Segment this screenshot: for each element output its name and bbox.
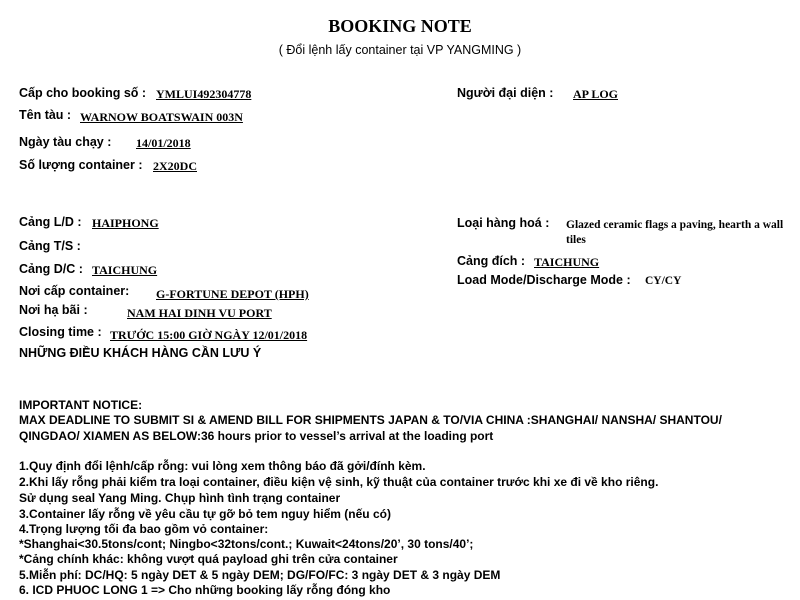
vessel-value: WARNOW BOATSWAIN 003N	[80, 110, 243, 124]
return-value: NAM HAI DINH VU PORT	[127, 306, 272, 320]
rule-item: 5.Miễn phí: DC/HQ: 5 ngày DET & 5 ngày DEM; DG/FO/FC: 3 ngày DET & 3 ngày DEM	[19, 568, 501, 582]
vessel-label: Tên tàu :	[19, 108, 72, 122]
pol-value: HAIPHONG	[92, 216, 159, 230]
etd-label: Ngày tàu chạy :	[19, 135, 112, 149]
commodity-value: Glazed ceramic flags a paving, hearth a wall	[566, 219, 784, 231]
commodity-label: Loại hàng hoá :	[457, 216, 550, 230]
closing-label: Closing time :	[19, 325, 102, 339]
destination-label: Cảng đích :	[457, 254, 526, 268]
pol-label: Cảng L/D :	[19, 215, 82, 229]
representative-value: AP LOG	[573, 87, 619, 101]
mode-label: Load Mode/Discharge Mode :	[457, 273, 631, 287]
destination-value: TAICHUNG	[534, 255, 600, 269]
booking-no-value: YMLUI492304778	[156, 87, 252, 101]
booking-no-label: Cấp cho booking số :	[19, 86, 147, 100]
notes-heading: NHỮNG ĐIỀU KHÁCH HÀNG CẦN LƯU Ý	[19, 346, 262, 360]
pod-label: Cảng D/C :	[19, 262, 83, 276]
notice-heading: IMPORTANT NOTICE:	[19, 398, 143, 412]
page-title: BOOKING NOTE	[328, 16, 472, 36]
page-subtitle: ( Đổi lệnh lấy container tại VP YANGMING )	[278, 43, 522, 57]
rule-item: *Cảng chính khác: không vượt quá payload ghi trên cửa container	[19, 552, 398, 566]
rule-item: 4.Trọng lượng tối đa bao gồm vỏ container:	[19, 522, 269, 536]
closing-value: TRƯỚC 15:00 GIỜ NGÀY 12/01/2018	[110, 328, 308, 342]
commodity-value-cont: tiles	[566, 234, 586, 246]
pod-value: TAICHUNG	[92, 263, 158, 277]
ts-label: Cảng T/S :	[19, 239, 81, 253]
representative-label: Người đại diện :	[457, 86, 554, 100]
rule-item: *Shanghai<30.5tons/cont; Ningbo<32tons/cont.; Kuwait<24tons/20’, 30 tons/40’;	[19, 537, 474, 551]
rule-item: 1.Quy định đổi lệnh/cấp rỗng: vui lòng xem thông báo đã gởi/đính kèm.	[19, 459, 426, 473]
rule-item: 6. ICD PHUOC LONG 1 => Cho những booking lấy rỗng đóng kho	[19, 583, 391, 597]
container-qty-label: Số lượng container :	[19, 158, 143, 172]
rule-item: Sử dụng seal Yang Ming. Chụp hình tình trạng container	[19, 491, 341, 505]
container-qty-value: 2X20DC	[153, 159, 197, 173]
return-label: Nơi hạ bãi :	[19, 303, 88, 317]
notice-line-2: QINGDAO/ XIAMEN AS BELOW:36 hours prior to vessel’s arrival at the loading port	[19, 429, 494, 443]
mode-value: CY/CY	[645, 275, 682, 287]
pickup-value: G-FORTUNE DEPOT (HPH)	[156, 287, 309, 301]
rule-item: 2.Khi lấy rỗng phải kiểm tra loại container, điều kiện vệ sinh, kỹ thuật của container trước khi xe đi về kho riêng.	[19, 475, 659, 489]
notice-line-1: MAX DEADLINE TO SUBMIT SI & AMEND BILL FOR SHIPMENTS JAPAN & TO/VIA CHINA :SHANGHAI/ NANSHA/ SHANTOU/	[19, 413, 722, 427]
etd-value: 14/01/2018	[136, 136, 191, 150]
rule-item: 3.Container lấy rỗng về yêu cầu tự gỡ bỏ tem nguy hiểm (nếu có)	[19, 507, 391, 521]
pickup-label: Nơi cấp container:	[19, 284, 130, 298]
